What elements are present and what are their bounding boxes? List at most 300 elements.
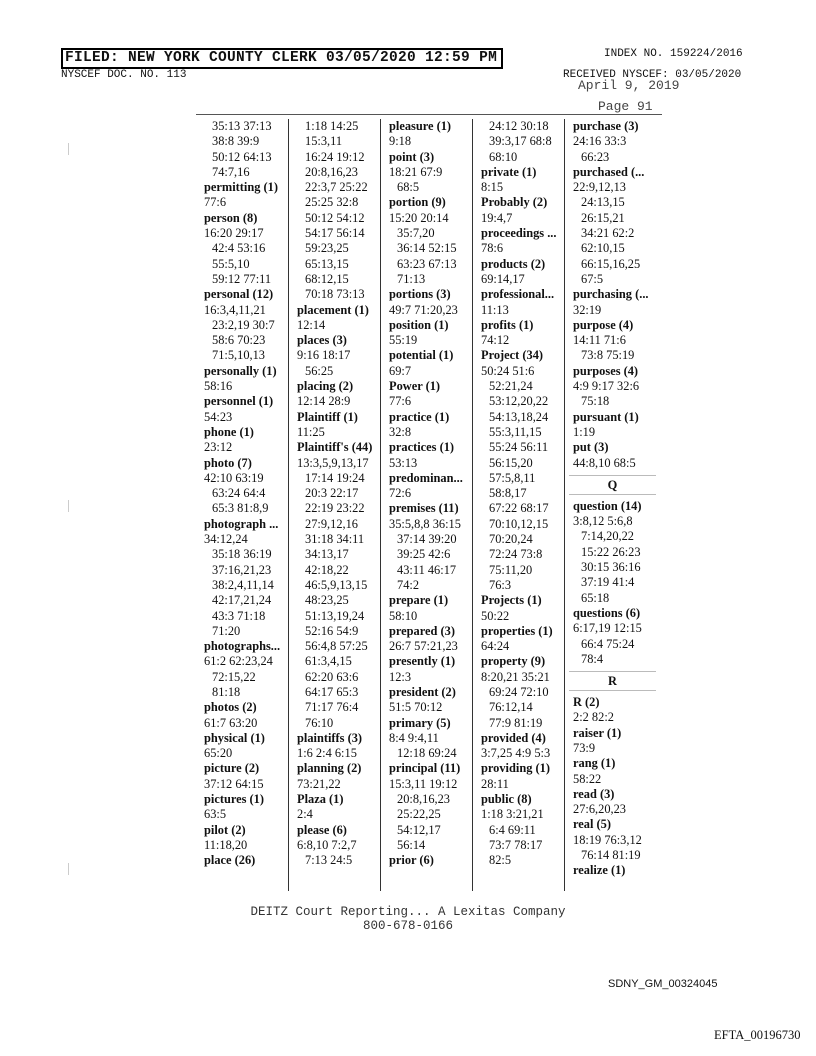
letter-heading: R [569,671,656,691]
page-line-reference: 3:8,12 5:6,8 [573,514,633,529]
index-column [564,119,660,891]
page-line-reference: 52:16 54:9 [305,623,359,638]
page-line-reference: 71:17 76:4 [305,700,359,715]
index-term: president (2) [389,684,456,699]
index-term: photograph ... [204,516,279,531]
index-entry [389,685,472,716]
index-term: personal (12) [204,287,274,302]
page-line-reference: 36:14 52:15 [397,241,457,256]
page-line-reference: 16:3,4,11,21 [204,302,266,317]
index-entry [573,817,660,863]
index-entry [204,425,288,456]
index-entry [573,410,660,441]
page-line-reference: 32:8 [389,424,412,439]
index-term: Plaintiff (1) [297,409,358,424]
page-line-reference: 6:4 69:11 [489,822,536,837]
index-entry [389,654,472,685]
page-line-reference: 1:18 14:25 [305,119,359,133]
index-term: Plaza (1) [297,792,344,807]
filed-stamp: FILED: NEW YORK COUNTY CLERK 03/05/2020 12:59 PM [61,48,503,69]
index-entry [481,226,564,257]
page-line-reference: 20:3 22:17 [305,486,359,501]
index-entry [481,257,564,288]
page-line-reference: 28:11 [481,776,509,791]
page-line-reference: 38:8 39:9 [212,134,260,149]
page-line-reference: 54:13,18,24 [489,409,549,424]
page-line-reference: 68:12,15 [305,271,349,286]
index-term: purpose (4) [573,317,634,332]
index-term: principal (11) [389,761,461,776]
index-entry [389,348,472,379]
page-line-reference: 15:3,11 19:12 [389,776,458,791]
page-line-reference: 15:20 20:14 [389,210,449,225]
page-line-reference: 56:14 [397,837,426,852]
page-line-reference: 62:10,15 [581,241,625,256]
letter-heading: Q [569,475,656,495]
index-term: placing (2) [297,379,354,394]
index-entry [389,593,472,624]
page-line-reference: 18:19 76:3,12 [573,832,642,847]
index-term: places (3) [297,333,347,348]
index-term: physical (1) [204,730,265,745]
index-term: prepared (3) [389,623,455,638]
index-entry [204,761,288,792]
page-line-reference: 6:8,10 7:2,7 [297,837,357,852]
index-entry [204,119,288,180]
index-number: INDEX NO. 159224/2016 [604,48,743,60]
index-entry [297,823,380,869]
index-entry [204,211,288,287]
index-term: raiser (1) [573,725,622,740]
page-line-reference: 39:25 42:6 [397,547,451,562]
index-term: products (2) [481,256,546,271]
page-line-reference: 74:12 [481,333,510,348]
page-line-reference: 56:25 [305,363,334,378]
page-line-reference: 58:10 [389,608,418,623]
index-term: provided (4) [481,730,546,745]
page-line-reference: 55:24 56:11 [489,440,549,455]
page-line-reference: 73:21,22 [297,776,341,791]
index-term: photographs... [204,639,281,654]
page-line-reference: 2:2 82:2 [573,710,614,725]
index-entry [389,624,472,655]
page-line-reference: 65:3 81:8,9 [212,501,269,516]
index-term: potential (1) [389,348,454,363]
index-entry [481,348,564,593]
index-term: predominan... [389,470,463,485]
index-term: purposes (4) [573,363,639,378]
page-line-reference: 14:11 71:6 [573,333,626,348]
page-line-reference: 65:18 [581,590,610,605]
index-entry [204,456,288,517]
received-stamp: RECEIVED NYSCEF: 03/05/2020 [563,69,742,81]
index-entry [297,119,380,303]
index-term: pilot (2) [204,822,246,837]
page-line-reference: 2:4 [297,807,313,822]
page-line-reference: 42:17,21,24 [212,593,272,608]
index-entry [389,379,472,410]
index-term: portion (9) [389,195,446,210]
index-term: Projects (1) [481,593,542,608]
page-line-reference: 73:8 75:19 [581,348,635,363]
page-line-reference: 69:24 72:10 [489,684,549,699]
index-entry [204,394,288,425]
bates-number: SDNY_GM_00324045 [608,978,718,990]
index-entry [389,195,472,287]
index-column [288,119,380,891]
index-term: Plaintiff's (44) [297,440,373,455]
page-line-reference: 6:17,19 12:15 [573,621,642,636]
index-entry [204,639,288,700]
page-line-reference: 62:20 63:6 [305,669,359,684]
page-line-reference: 4:9 9:17 32:6 [573,379,640,394]
page-line-reference: 69:7 [389,363,412,378]
page-line-reference: 75:18 [581,394,610,409]
page-line-reference: 71:13 [397,271,426,286]
index-entry [573,499,660,606]
index-entry [481,654,564,730]
page-line-reference: 58:6 70:23 [212,333,266,348]
page-line-reference: 37:19 41:4 [581,575,635,590]
page-line-reference: 34:13,17 [305,547,349,562]
page-line-reference: 55:5,10 [212,256,250,271]
page-line-reference: 46:5,9,13,15 [305,577,368,592]
page-line-reference: 38:2,4,11,14 [212,577,274,592]
page-line-reference: 35:5,8,8 36:15 [389,516,461,531]
page-line-reference: 26:15,21 [581,210,625,225]
page-line-reference: 49:7 71:20,23 [389,302,458,317]
page-line-reference: 63:5 [204,807,227,822]
page-line-reference: 37:14 39:20 [397,532,457,547]
page-line-reference: 11:13 [481,302,509,317]
page-line-reference: 77:6 [389,394,412,409]
page-line-reference: 58:8,17 [489,486,527,501]
index-term: R (2) [573,695,600,710]
page-line-reference: 7:14,20,22 [581,529,635,544]
index-term: presently (1) [389,654,456,669]
index-entry [204,731,288,762]
index-term: put (3) [573,440,609,455]
page-line-reference: 66:4 75:24 [581,636,635,651]
index-term: questions (6) [573,605,641,620]
page-line-reference: 50:24 51:6 [481,363,535,378]
page-line-reference: 7:13 24:5 [305,853,353,868]
page-line-reference: 35:13 37:13 [212,119,272,133]
page-line-reference: 27:6,20,23 [573,802,627,817]
deposition-date: April 9, 2019 [578,78,680,93]
index-entry [481,731,564,762]
page-line-reference: 12:14 [297,317,326,332]
page-line-reference: 48:23,25 [305,593,349,608]
page-line-reference: 24:12 30:18 [489,119,549,133]
page-line-reference: 63:23 67:13 [397,256,457,271]
page-line-reference: 25:25 32:8 [305,195,359,210]
index-entry [297,440,380,731]
page-line-reference: 23:12 [204,440,233,455]
index-term: plaintiffs (3) [297,730,363,745]
page-line-reference: 56:15,20 [489,455,533,470]
index-term: purchased (... [573,164,645,179]
page-line-reference: 71:20 [212,623,241,638]
page-line-reference: 35:7,20 [397,226,435,241]
index-entry [481,318,564,349]
page-line-reference: 12:18 69:24 [397,746,457,761]
index-term: Power (1) [389,379,441,394]
index-column [196,119,288,891]
index-entry [573,606,660,667]
page-line-reference: 70:18 73:13 [305,287,365,302]
page-line-reference: 61:2 62:23,24 [204,654,273,669]
page-line-reference: 67:5 [581,271,604,286]
index-term: personally (1) [204,363,277,378]
page-line-reference: 1:6 2:4 6:15 [297,746,357,761]
index-entry [389,287,472,318]
index-entry [573,863,660,878]
page-line-reference: 26:7 57:21,23 [389,639,458,654]
page-line-reference: 65:13,15 [305,256,349,271]
efta-number: EFTA_00196730 [714,1028,801,1042]
page-line-reference: 54:23 [204,409,233,424]
index-entry [481,165,564,196]
page-line-reference: 16:20 29:17 [204,226,264,241]
index-entry [573,756,660,787]
page-line-reference: 53:13 [389,455,418,470]
page-line-reference: 51:13,19,24 [305,608,365,623]
index-entry [297,333,380,379]
page-line-reference: 72:24 73:8 [489,547,543,562]
page-line-reference: 76:3 [489,577,512,592]
page-line-reference: 24:13,15 [581,195,625,210]
page-line-reference: 73:7 78:17 [489,837,543,852]
index-term: purchasing (... [573,287,649,302]
index-entry [297,792,380,823]
index-term: providing (1) [481,761,550,776]
page-line-reference: 52:21,24 [489,379,533,394]
index-entry [389,853,472,868]
index-entry [573,787,660,818]
page-line-reference: 76:12,14 [489,700,533,715]
page-line-reference: 31:18 34:11 [305,532,365,547]
index-term: proceedings ... [481,226,557,241]
page-line-reference: 3:7,25 4:9 5:3 [481,746,551,761]
page-line-reference: 74:2 [397,577,420,592]
page-line-reference: 64:17 65:3 [305,684,359,699]
index-entry [204,792,288,823]
index-entry [481,761,564,792]
index-column [380,119,472,891]
court-reporting-company: DEITZ Court Reporting... A Lexitas Company [250,905,566,919]
page-line-reference: 67:22 68:17 [489,501,549,516]
page-line-reference: 68:10 [489,149,518,164]
index-term: question (14) [573,498,642,513]
page-line-reference: 17:14 19:24 [305,470,365,485]
page-line-reference: 51:5 70:12 [389,700,443,715]
index-entry [204,700,288,731]
index-term: planning (2) [297,761,362,776]
page-line-reference: 42:10 63:19 [204,470,264,485]
index-entry [389,318,472,349]
index-term: realize (1) [573,863,626,878]
index-term: practices (1) [389,440,455,455]
index-term: photos (2) [204,700,257,715]
margin-mark [68,500,69,512]
index-entry [204,287,288,363]
page-line-reference: 16:24 19:12 [305,149,365,164]
page-line-reference: 77:9 81:19 [489,715,543,730]
page-line-reference: 78:6 [481,241,504,256]
page-line-reference: 9:18 [389,134,412,149]
index-term: prepare (1) [389,593,449,608]
page-line-reference: 68:5 [397,180,420,195]
page-line-reference: 77:6 [204,195,227,210]
page-line-reference: 19:4,7 [481,210,513,225]
page-line-reference: 9:16 18:17 [297,348,351,363]
index-term: purchase (3) [573,119,639,133]
index-term: property (9) [481,654,546,669]
page-line-reference: 71:5,10,13 [212,348,266,363]
page-line-reference: 75:11,20 [489,562,533,577]
page-line-reference: 58:16 [204,379,233,394]
index-term: rang (1) [573,756,616,771]
page-line-reference: 53:12,20,22 [489,394,549,409]
index-entry [573,119,660,165]
page-line-reference: 55:19 [389,333,418,348]
index-term: private (1) [481,164,537,179]
index-entry [204,180,288,211]
index-term: person (8) [204,210,258,225]
index-entry [204,823,288,854]
index-term: prior (6) [389,853,434,868]
index-entry [389,150,472,196]
index-term: Probably (2) [481,195,548,210]
page-line-reference: 70:10,12,15 [489,516,549,531]
page-line-reference: 30:15 36:16 [581,560,641,575]
page-line-reference: 74:7,16 [212,164,250,179]
page-line-reference: 8:4 9:4,11 [389,730,439,745]
page-line-reference: 1:18 3:21,21 [481,807,544,822]
nyscef-doc-number: NYSCEF DOC. NO. 113 [61,69,187,81]
page-line-reference: 63:24 64:4 [212,486,266,501]
index-entry [297,410,380,441]
page-line-reference: 50:12 64:13 [212,149,272,164]
page-line-reference: 61:3,4,15 [305,654,352,669]
page-line-reference: 15:3,11 [305,134,343,149]
page-line-reference: 43:3 71:18 [212,608,266,623]
index-entry [481,195,564,226]
index-term: properties (1) [481,623,553,638]
page-line-reference: 18:21 67:9 [389,164,443,179]
index-entry [204,364,288,395]
page-line-reference: 50:22 [481,608,510,623]
page-line-reference: 20:8,16,23 [305,164,359,179]
page-line-reference: 57:5,8,11 [489,470,536,485]
page-line-reference: 54:12,17 [397,822,441,837]
page-line-reference: 64:24 [481,639,510,654]
page-line-reference: 73:9 [573,740,596,755]
page-line-reference: 24:16 33:3 [573,134,627,149]
index-entry [573,364,660,410]
page-line-reference: 22:3,7 25:22 [305,180,368,195]
page-line-reference: 39:3,17 68:8 [489,134,552,149]
index-entry [389,501,472,593]
header-divider [196,114,662,115]
page-line-reference: 37:16,21,23 [212,562,272,577]
index-entry [204,517,288,639]
index-entry [573,726,660,757]
index-term: premises (11) [389,501,459,516]
index-entry [389,119,472,150]
page-line-reference: 22:19 23:22 [305,501,365,516]
index-term: portions (3) [389,287,451,302]
index-entry [573,440,660,471]
page-line-reference: 11:25 [297,424,325,439]
page-line-reference: 13:3,5,9,13,17 [297,455,369,470]
index-entry [389,471,472,502]
index-term: Project (34) [481,348,544,363]
page-line-reference: 56:4,8 57:25 [305,639,368,654]
index-entry [389,410,472,441]
page-line-reference: 54:17 56:14 [305,226,365,241]
page-line-reference: 27:9,12,16 [305,516,359,531]
page-line-reference: 72:6 [389,486,412,501]
index-entry [297,731,380,762]
page-line-reference: 15:22 26:23 [581,544,641,559]
index-term: primary (5) [389,715,451,730]
index-entry [297,379,380,410]
index-term: read (3) [573,786,615,801]
page-line-reference: 82:5 [489,853,512,868]
index-entry [573,165,660,287]
index-entry [481,624,564,655]
index-entry [481,119,564,165]
index-term: public (8) [481,792,532,807]
index-entry [481,593,564,624]
index-term: position (1) [389,317,449,332]
page-line-reference: 76:14 81:19 [581,848,641,863]
page-line-reference: 8:15 [481,180,504,195]
index-term: permitting (1) [204,180,278,195]
index-term: pleasure (1) [389,119,452,133]
index-entry [389,716,472,762]
word-index-grid [196,119,662,891]
index-term: real (5) [573,817,611,832]
page-line-reference: 37:12 64:15 [204,776,264,791]
page-line-reference: 66:23 [581,149,610,164]
page-line-reference: 34:12,24 [204,532,248,547]
page-line-reference: 23:2,19 30:7 [212,317,275,332]
page-line-reference: 42:18,22 [305,562,349,577]
index-term: profits (1) [481,317,534,332]
page-line-reference: 34:21 62:2 [581,226,635,241]
page-line-reference: 61:7 63:20 [204,715,258,730]
page-line-reference: 44:8,10 68:5 [573,455,636,470]
page-number: Page 91 [598,99,653,114]
page-line-reference: 42:4 53:16 [212,241,266,256]
index-entry [481,287,564,318]
page-line-reference: 20:8,16,23 [397,792,451,807]
index-entry [481,792,564,868]
page-line-reference: 72:15,22 [212,669,256,684]
page-line-reference: 59:23,25 [305,241,349,256]
page-line-reference: 43:11 46:17 [397,562,457,577]
index-entry [204,853,288,868]
index-term: pictures (1) [204,792,264,807]
page-line-reference: 1:19 [573,424,596,439]
page-line-reference: 22:9,12,13 [573,180,627,195]
index-term: pursuant (1) [573,409,639,424]
index-entry [573,695,660,726]
page-line-reference: 78:4 [581,651,604,666]
